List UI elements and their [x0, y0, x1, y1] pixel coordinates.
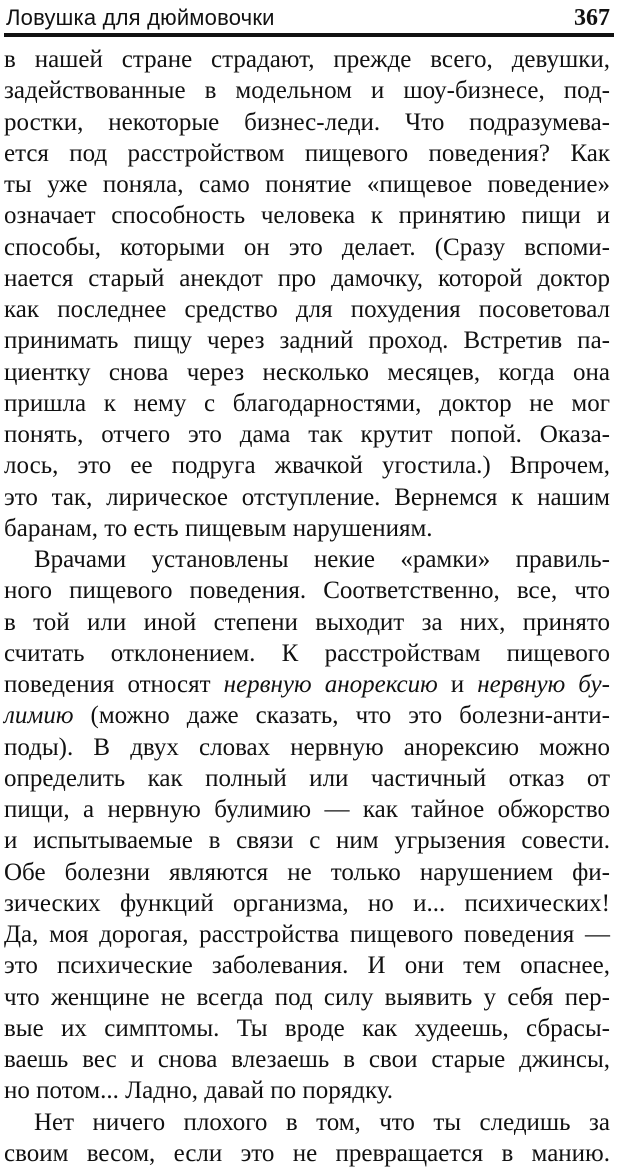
- page-number: 367: [574, 6, 610, 30]
- text-line: это так, лирическое отступление. Вернемся к нашим: [4, 482, 610, 513]
- text-line: определить как полный или частичный отказ от: [4, 763, 610, 794]
- running-head: [6, 4, 610, 30]
- text-line: ростки, некоторые бизнес-леди. Что подразумева-: [4, 107, 610, 138]
- text-line: способы, которыми он это делает. (Сразу вспоми-: [4, 232, 610, 263]
- text-line: зических функций организма, но и... психических!: [4, 888, 610, 919]
- text-line: ется под расстройством пищевого поведения? Как: [4, 138, 610, 169]
- text-line: Обе болезни являются не только нарушением фи-: [4, 857, 610, 888]
- text-line: своим весом, если это не превращается в манию.: [4, 1138, 610, 1169]
- text-line: считать отклонением. К расстройствам пищевого: [4, 638, 610, 669]
- term-bulimia-end: лимию: [4, 702, 73, 729]
- text-line: вые их симптомы. Ты вроде как худеешь, сбрасы-: [4, 1013, 610, 1044]
- text-run: поведения относят: [4, 671, 224, 698]
- term-bulimia-start: нервную бу-: [477, 671, 610, 698]
- text-line: означает способность человека к принятию пищи и: [4, 200, 610, 231]
- text-line: Нет ничего плохого в том, что ты следишь за: [4, 1107, 610, 1138]
- text-line: ного пищевого поведения. Соответственно, все, что: [4, 575, 610, 606]
- text-line: в нашей стране страдают, прежде всего, девушки,: [4, 44, 610, 75]
- text-line: как последнее средство для похудения посоветовал: [4, 294, 610, 325]
- paragraph-2: [4, 544, 610, 1107]
- text-line: пришла к нему с благодарностями, доктор не мог: [4, 388, 610, 419]
- text-line: Да, моя дорогая, расстройства пищевого поведения —: [4, 919, 610, 950]
- text-line: пищи, а нервную булимию — как тайное обжорство: [4, 794, 610, 825]
- text-line: Врачами установлены некие «рамки» правиль-: [4, 544, 610, 575]
- text-line: нается старый анекдот про дамочку, которой доктор: [4, 263, 610, 294]
- text-line-with-emphasis: [4, 700, 610, 731]
- text-run: и: [438, 671, 478, 698]
- header-rule: [4, 33, 614, 37]
- body-text: [4, 44, 610, 1169]
- running-title: Ловушка для дюймовочки: [6, 6, 275, 30]
- text-line: что женщине не всегда под силу выявить у себя пер-: [4, 982, 610, 1013]
- text-line: понять, отчего это дама так крутит попой. Оказа-: [4, 419, 610, 450]
- text-line: циентку снова через несколько месяцев, когда она: [4, 357, 610, 388]
- text-line: это психические заболевания. И они тем опаснее,: [4, 950, 610, 981]
- text-line-with-emphasis: [4, 669, 610, 700]
- text-line: ваешь вес и снова влезаешь в свои старые джинсы,: [4, 1044, 610, 1075]
- text-line: но потом... Ладно, давай по порядку.: [4, 1075, 610, 1106]
- text-line: принимать пищу через задний проход. Встретив па-: [4, 325, 610, 356]
- text-line: поды). В двух словах нервную анорексию можно: [4, 732, 610, 763]
- text-line: ты уже поняла, само понятие «пищевое поведение»: [4, 169, 610, 200]
- term-anorexia: нервную анорексию: [224, 671, 438, 698]
- text-run: (можно даже сказать, что это болезни-анти-: [73, 702, 610, 729]
- text-line: и испытываемые в связи с ним угрызения совести.: [4, 825, 610, 856]
- text-line: лось, это ее подруга жвачкой угостила.) Впрочем,: [4, 450, 610, 481]
- text-line: задействованные в модельном и шоу-бизнесе, под-: [4, 75, 610, 106]
- paragraph-1: [4, 44, 610, 544]
- text-line: баранам, то есть пищевым нарушениям.: [4, 513, 610, 544]
- paragraph-3: [4, 1107, 610, 1169]
- text-line: в той или иной степени выходит за них, принято: [4, 607, 610, 638]
